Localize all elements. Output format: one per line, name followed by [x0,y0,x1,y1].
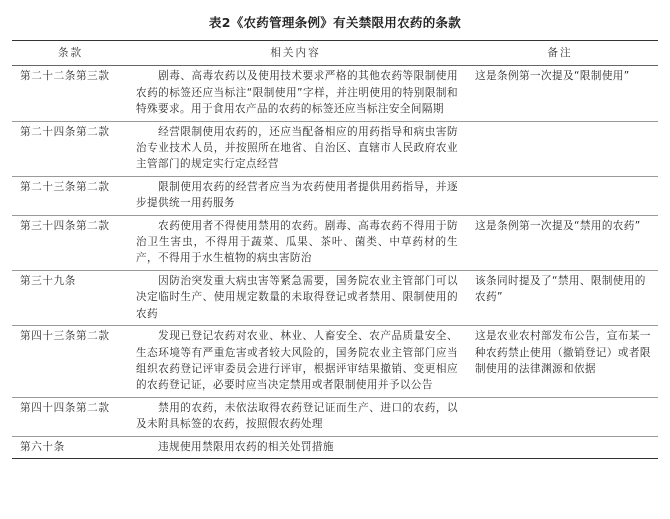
content-text: 剧毒、高毒农药以及使用技术要求严格的其他农药等限制使用农药的标签还应当标注“限制使用”字样，并注明使用的特别限制和特殊要求。用于食用农产品的农药的标签还应当标注安全间隔期 [136,70,458,116]
content-cell [129,66,462,121]
content-text: 因防治突发重大病虫害等紧急需要，国务院农业主管部门可以决定临时生产、使用规定数量的未取得登记或者禁用、限制使用的农药 [136,274,458,320]
content-cell [129,215,462,270]
article-cell: 第四十三条第二款 [12,326,129,398]
article-cell: 第二十四条第二款 [12,121,129,176]
article-cell: 第六十条 [12,436,129,458]
article-cell: 第三十九条 [12,270,129,325]
table-title: 表2《农药管理条例》有关禁限用农药的条款 [208,15,462,30]
content-cell [129,270,462,325]
note-cell: 这是条例第一次提及“禁用的农药” [462,215,658,270]
column-header-article: 条款 [12,41,129,66]
table-row [12,397,658,436]
table-row [12,176,658,215]
table-row [12,270,658,325]
table-header [12,41,658,66]
note-cell: 该条同时提及了“禁用、限制使用的农药” [462,270,658,325]
content-text: 经营限制使用农药的，还应当配备相应的用药指导和病虫害防治专业技术人员，并按照所在地省、自治区、直辖市人民政府农业主管部门的规定实行定点经营 [136,125,458,171]
table-row [12,326,658,398]
note-cell: 这是条例第一次提及“限制使用” [462,66,658,121]
content-cell [129,326,462,398]
article-cell: 第二十二条第三款 [12,66,129,121]
article-cell: 第二十三条第二款 [12,176,129,215]
column-header-content: 相关内容 [129,41,462,66]
content-cell [129,176,462,215]
note-cell [462,121,658,176]
content-text: 发现已登记农药对农业、林业、人畜安全、农产品质量安全、生态环境等有严重危害或者较大风险的，国务院农业主管部门应当组织农药登记评审委员会进行评审，根据评审结果撤销、变更相应的农药登记证，必要时应当决定禁用或者限制使用并予以公告 [136,330,458,392]
note-cell [462,436,658,458]
table-row [12,215,658,270]
provisions-table [12,40,658,459]
content-text: 违规使用禁限用农药的相关处罚措施 [158,440,334,453]
note-cell [462,397,658,436]
content-cell [129,397,462,436]
article-cell: 第三十四条第二款 [12,215,129,270]
table-row [12,66,658,121]
content-cell [129,121,462,176]
table-row [12,121,658,176]
content-cell [129,436,462,458]
content-text: 限制使用农药的经营者应当为农药使用者提供用药指导，并逐步提供统一用药服务 [136,180,458,210]
article-cell: 第四十四条第二款 [12,397,129,436]
content-text: 农药使用者不得使用禁用的农药。剧毒、高毒农药不得用于防治卫生害虫，不得用于蔬菜、瓜果、茶叶、菌类、中草药材的生产，不得用于水生植物的病虫害防治 [136,219,458,265]
table-row [12,436,658,458]
column-header-note: 备注 [462,41,658,66]
content-text: 禁用的农药，未依法取得农药登记证而生产、进口的农药，以及未附具标签的农药，按照假农药处理 [136,401,458,431]
note-cell: 这是农业农村部发布公告，宣布某一种农药禁止使用（撤销登记）或者限制使用的法律渊源和依据 [462,326,658,398]
note-cell [462,176,658,215]
